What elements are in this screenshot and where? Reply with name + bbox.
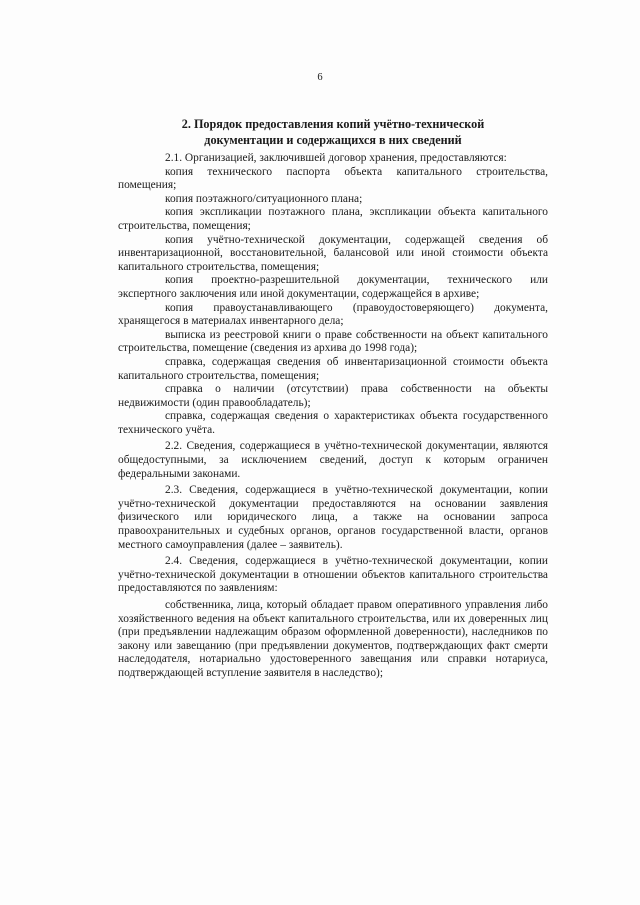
list-item-cost-documentation: копия учётно-технической документации, содержащей сведения об инвентаризационной, восстановительной, балансовой или иной стоимости объекта капитального строительства, помещения; [118,233,548,273]
list-item-ownership-certificate: справка о наличии (отсутствии) права собственности на объекты недвижимости (один правообладатель); [118,383,548,409]
section-heading-line-1: 2. Порядок предоставления копий учётно-технической [181,117,485,131]
list-item-registry-extract: выписка из реестровой книги о праве собственности на объект капитального строительства, помещение (сведения из архива до 1998 года); [118,328,548,355]
list-item-technical-passport: копия технического паспорта объекта капитального строительства, помещения; [118,165,548,192]
section-heading [118,116,548,148]
list-item-characteristics-certificate: справка, содержащая сведения о характеристиках объекта государственного технического учёта. [118,410,548,436]
list-item-design-documentation: копия проектно-разрешительной документации, технического или экспертного заключения или иной документации, содержащейся в архиве; [118,274,548,300]
section-heading-line-2: документации и содержащихся в них сведений [204,133,462,147]
list-item-title-document: копия правоустанавливающего (правоудостоверяющего) документа, хранящегося в материалах инвентарного дела; [118,301,548,328]
list-item-owner-application: собственника, лица, который обладает правом оперативного управления либо хозяйственного ведения на объект капитального строительства, или их доверенных лиц (при предъявлении надлежащим образом оформленной доверенности), наследников по закону или завещанию (при предъявлении документов, подтверждающих факт смерти наследодателя, нотариально удостоверенного завещания или справки нотариуса, подтверждающей вступление заявителя в наследство); [118,599,548,679]
document-body [118,152,548,681]
paragraph-2-3: 2.3. Сведения, содержащиеся в учётно-технической документации, копии учётно-технической документации предоставляются на основании заявления физического или юридического лица, а также на основании запроса правоохранительных и судебных органов, органов государственной власти, органов местного самоуправления (далее – заявитель). [118,484,548,551]
paragraph-2-4: 2.4. Сведения, содержащиеся в учётно-технической документации, копии учётно-технической документации в отношении объектов капитального строительства предоставляются по заявлениям: [118,555,548,595]
paragraph-2-1: 2.1. Организацией, заключившей договор хранения, предоставляются: [165,152,507,164]
page-number: 6 [317,72,323,83]
paragraph-2-2: 2.2. Сведения, содержащиеся в учётно-технической документации, являются общедоступными, за исключением сведений, доступ к которым ограничен федеральными законами. [118,440,548,480]
list-item-floor-plan: копия поэтажного/ситуационного плана; [165,192,363,205]
list-item-explication: копия экспликации поэтажного плана, экспликации объекта капитального строительства, помещения; [118,206,548,232]
list-item-cost-certificate: справка, содержащая сведения об инвентаризационной стоимости объекта капитального строительства, помещения; [118,355,548,382]
